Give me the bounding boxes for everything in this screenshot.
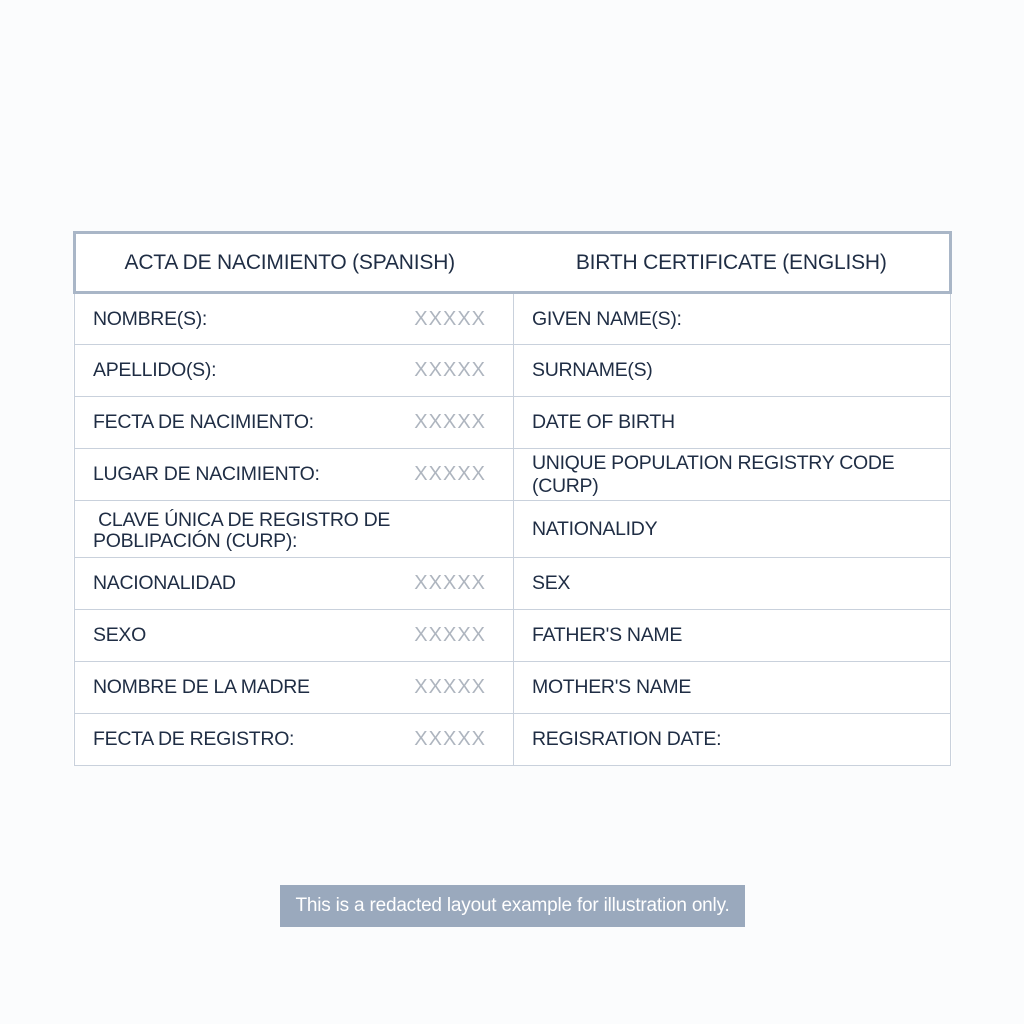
spanish-field-label: CLAVE ÚNICA DE REGISTRO DE POBLIPACIÓN (CURP): [93, 509, 391, 552]
redacted-value: XXXXX [414, 359, 486, 381]
english-cell [514, 345, 951, 397]
header-english: BIRTH CERTIFICATE (ENGLISH) [514, 233, 951, 293]
english-cell [514, 397, 951, 449]
english-field-label: REGISRATION DATE: [532, 728, 722, 750]
table-row [75, 501, 951, 558]
table-row [75, 714, 951, 766]
table-header-row [75, 233, 951, 293]
english-field-label: NATIONALIDY [532, 517, 658, 540]
english-cell [514, 501, 951, 558]
english-field-label: GIVEN NAME(S): [532, 307, 682, 330]
english-field-label: SURNAME(S) [532, 359, 653, 381]
table-row [75, 345, 951, 397]
table-row [75, 397, 951, 449]
spanish-field-label: LUGAR DE NACIMIENTO: [93, 463, 320, 485]
spanish-field-label: APELLIDO(S): [93, 359, 217, 381]
spanish-field-label: FECTA DE REGISTRO: [93, 728, 295, 750]
spanish-field-label: NOMBRE DE LA MADRE [93, 676, 310, 698]
spanish-cell [75, 610, 514, 662]
spanish-cell [75, 558, 514, 610]
birth-certificate-table [73, 231, 952, 766]
spanish-cell [75, 501, 514, 558]
spanish-cell [75, 293, 514, 345]
english-cell [514, 714, 951, 766]
redacted-value: XXXXX [414, 624, 486, 646]
english-cell [514, 610, 951, 662]
english-cell [514, 449, 951, 501]
redacted-value: XXXXX [414, 411, 486, 433]
english-field-label: UNIQUE POPULATION REGISTRY CODE (CURP) [532, 451, 895, 497]
spanish-field-label: NOMBRE(S): [93, 307, 208, 330]
english-field-label: FATHER'S NAME [532, 624, 683, 646]
english-cell [514, 662, 951, 714]
redacted-value: XXXXX [414, 676, 486, 698]
spanish-cell [75, 397, 514, 449]
redacted-value: XXXXX [414, 572, 486, 594]
spanish-field-label: SEXO [93, 624, 146, 646]
table-row [75, 449, 951, 501]
table-row [75, 293, 951, 345]
spanish-cell [75, 714, 514, 766]
english-field-label: DATE OF BIRTH [532, 411, 675, 433]
spanish-field-label: NACIONALIDAD [93, 572, 236, 594]
spanish-field-label: FECTA DE NACIMIENTO: [93, 411, 314, 433]
table-row [75, 558, 951, 610]
spanish-cell [75, 449, 514, 501]
redaction-notice: This is a redacted layout example for illustration only. [280, 885, 745, 927]
english-field-label: SEX [532, 572, 571, 594]
english-cell [514, 293, 951, 345]
english-cell [514, 558, 951, 610]
header-spanish: ACTA DE NACIMIENTO (SPANISH) [75, 233, 514, 293]
table-row [75, 662, 951, 714]
english-field-label: MOTHER'S NAME [532, 676, 692, 698]
table-row [75, 610, 951, 662]
redacted-value: XXXXX [414, 307, 486, 330]
redacted-value: XXXXX [414, 463, 486, 485]
spanish-cell [75, 345, 514, 397]
spanish-cell [75, 662, 514, 714]
redacted-value: XXXXX [414, 728, 486, 750]
